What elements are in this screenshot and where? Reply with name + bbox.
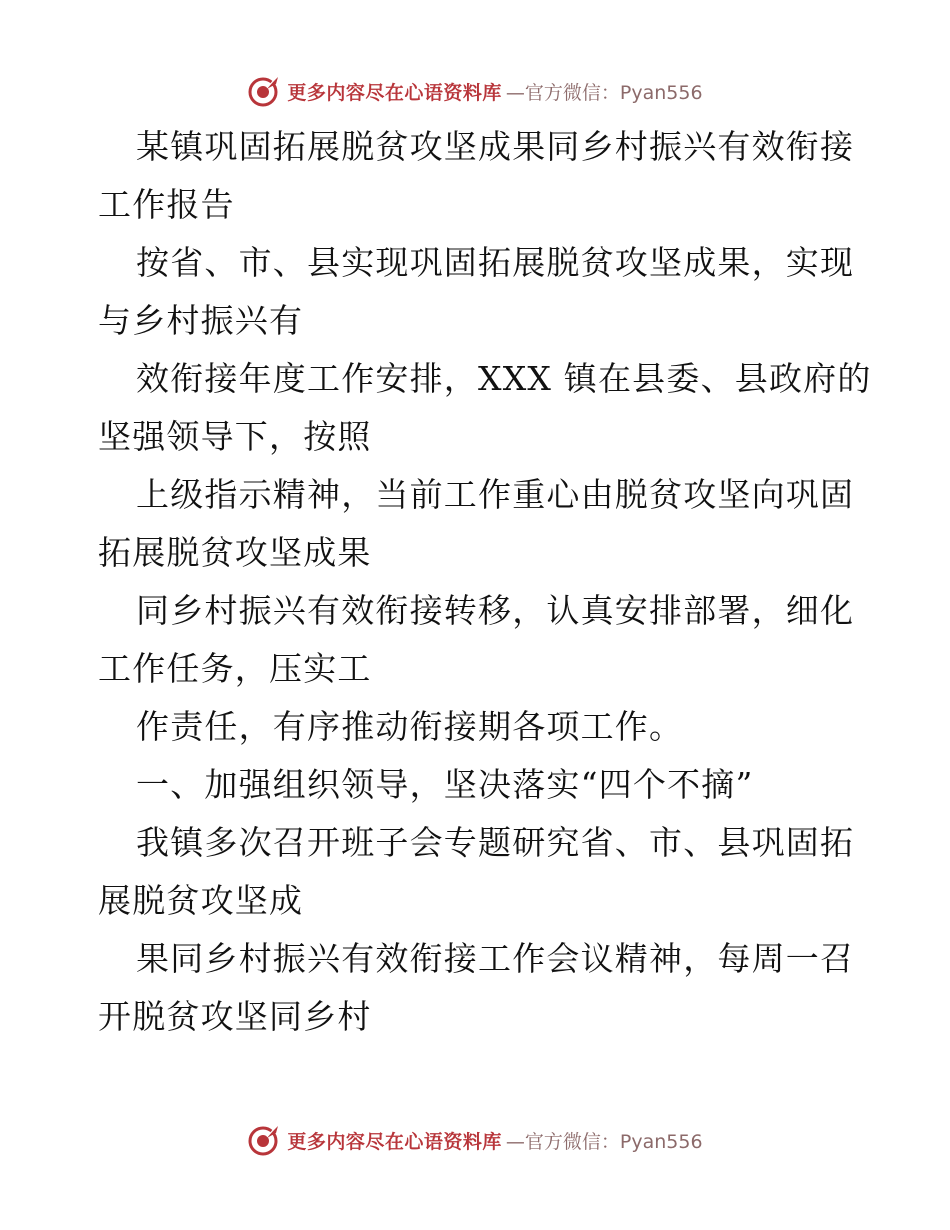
paragraph-line: 与乡村振兴有: [98, 301, 304, 340]
paragraph-line: 同乡村振兴有效衔接转移，认真安排部署，细化: [136, 591, 855, 630]
paragraph-line: 效衔接年度工作安排，XXX 镇在县委、县政府的: [136, 359, 872, 398]
banner-title: 更多内容尽在心语资料库: [287, 1130, 502, 1153]
document-body: [98, 118, 872, 1046]
title-line-2: 工作报告: [98, 185, 235, 224]
paragraph-line: 我镇多次召开班子会专题研究省、市、县巩固拓: [136, 823, 855, 862]
section-heading: 一、加强组织领导，坚决落实“四个不摘”: [136, 765, 754, 804]
header-banner: [0, 71, 950, 111]
paragraph-line: 工作任务，压实工: [98, 649, 372, 688]
banner-wechat: —官方微信：Pyan556: [505, 1130, 703, 1153]
banner-wechat: —官方微信：Pyan556: [505, 81, 703, 104]
paragraph-line: 坚强领导下，按照: [98, 417, 372, 456]
quill-logo-icon: [247, 74, 281, 108]
paragraph-line: 上级指示精神，当前工作重心由脱贫攻坚向巩固: [136, 475, 855, 514]
paragraph-line: 拓展脱贫攻坚成果: [98, 533, 372, 572]
paragraph-line: 按省、市、县实现巩固拓展脱贫攻坚成果，实现: [136, 243, 855, 282]
paragraph-line: 作责任，有序推动衔接期各项工作。: [136, 707, 684, 746]
banner-title: 更多内容尽在心语资料库: [287, 81, 502, 104]
paragraph-line: 展脱贫攻坚成: [98, 881, 304, 920]
quill-logo-icon: [247, 1123, 281, 1157]
title-line-1: 某镇巩固拓展脱贫攻坚成果同乡村振兴有效衔接: [136, 127, 855, 166]
paragraph-line: 果同乡村振兴有效衔接工作会议精神，每周一召: [136, 939, 855, 978]
paragraph-line: 开脱贫攻坚同乡村: [98, 997, 372, 1036]
footer-banner: [0, 1120, 950, 1160]
